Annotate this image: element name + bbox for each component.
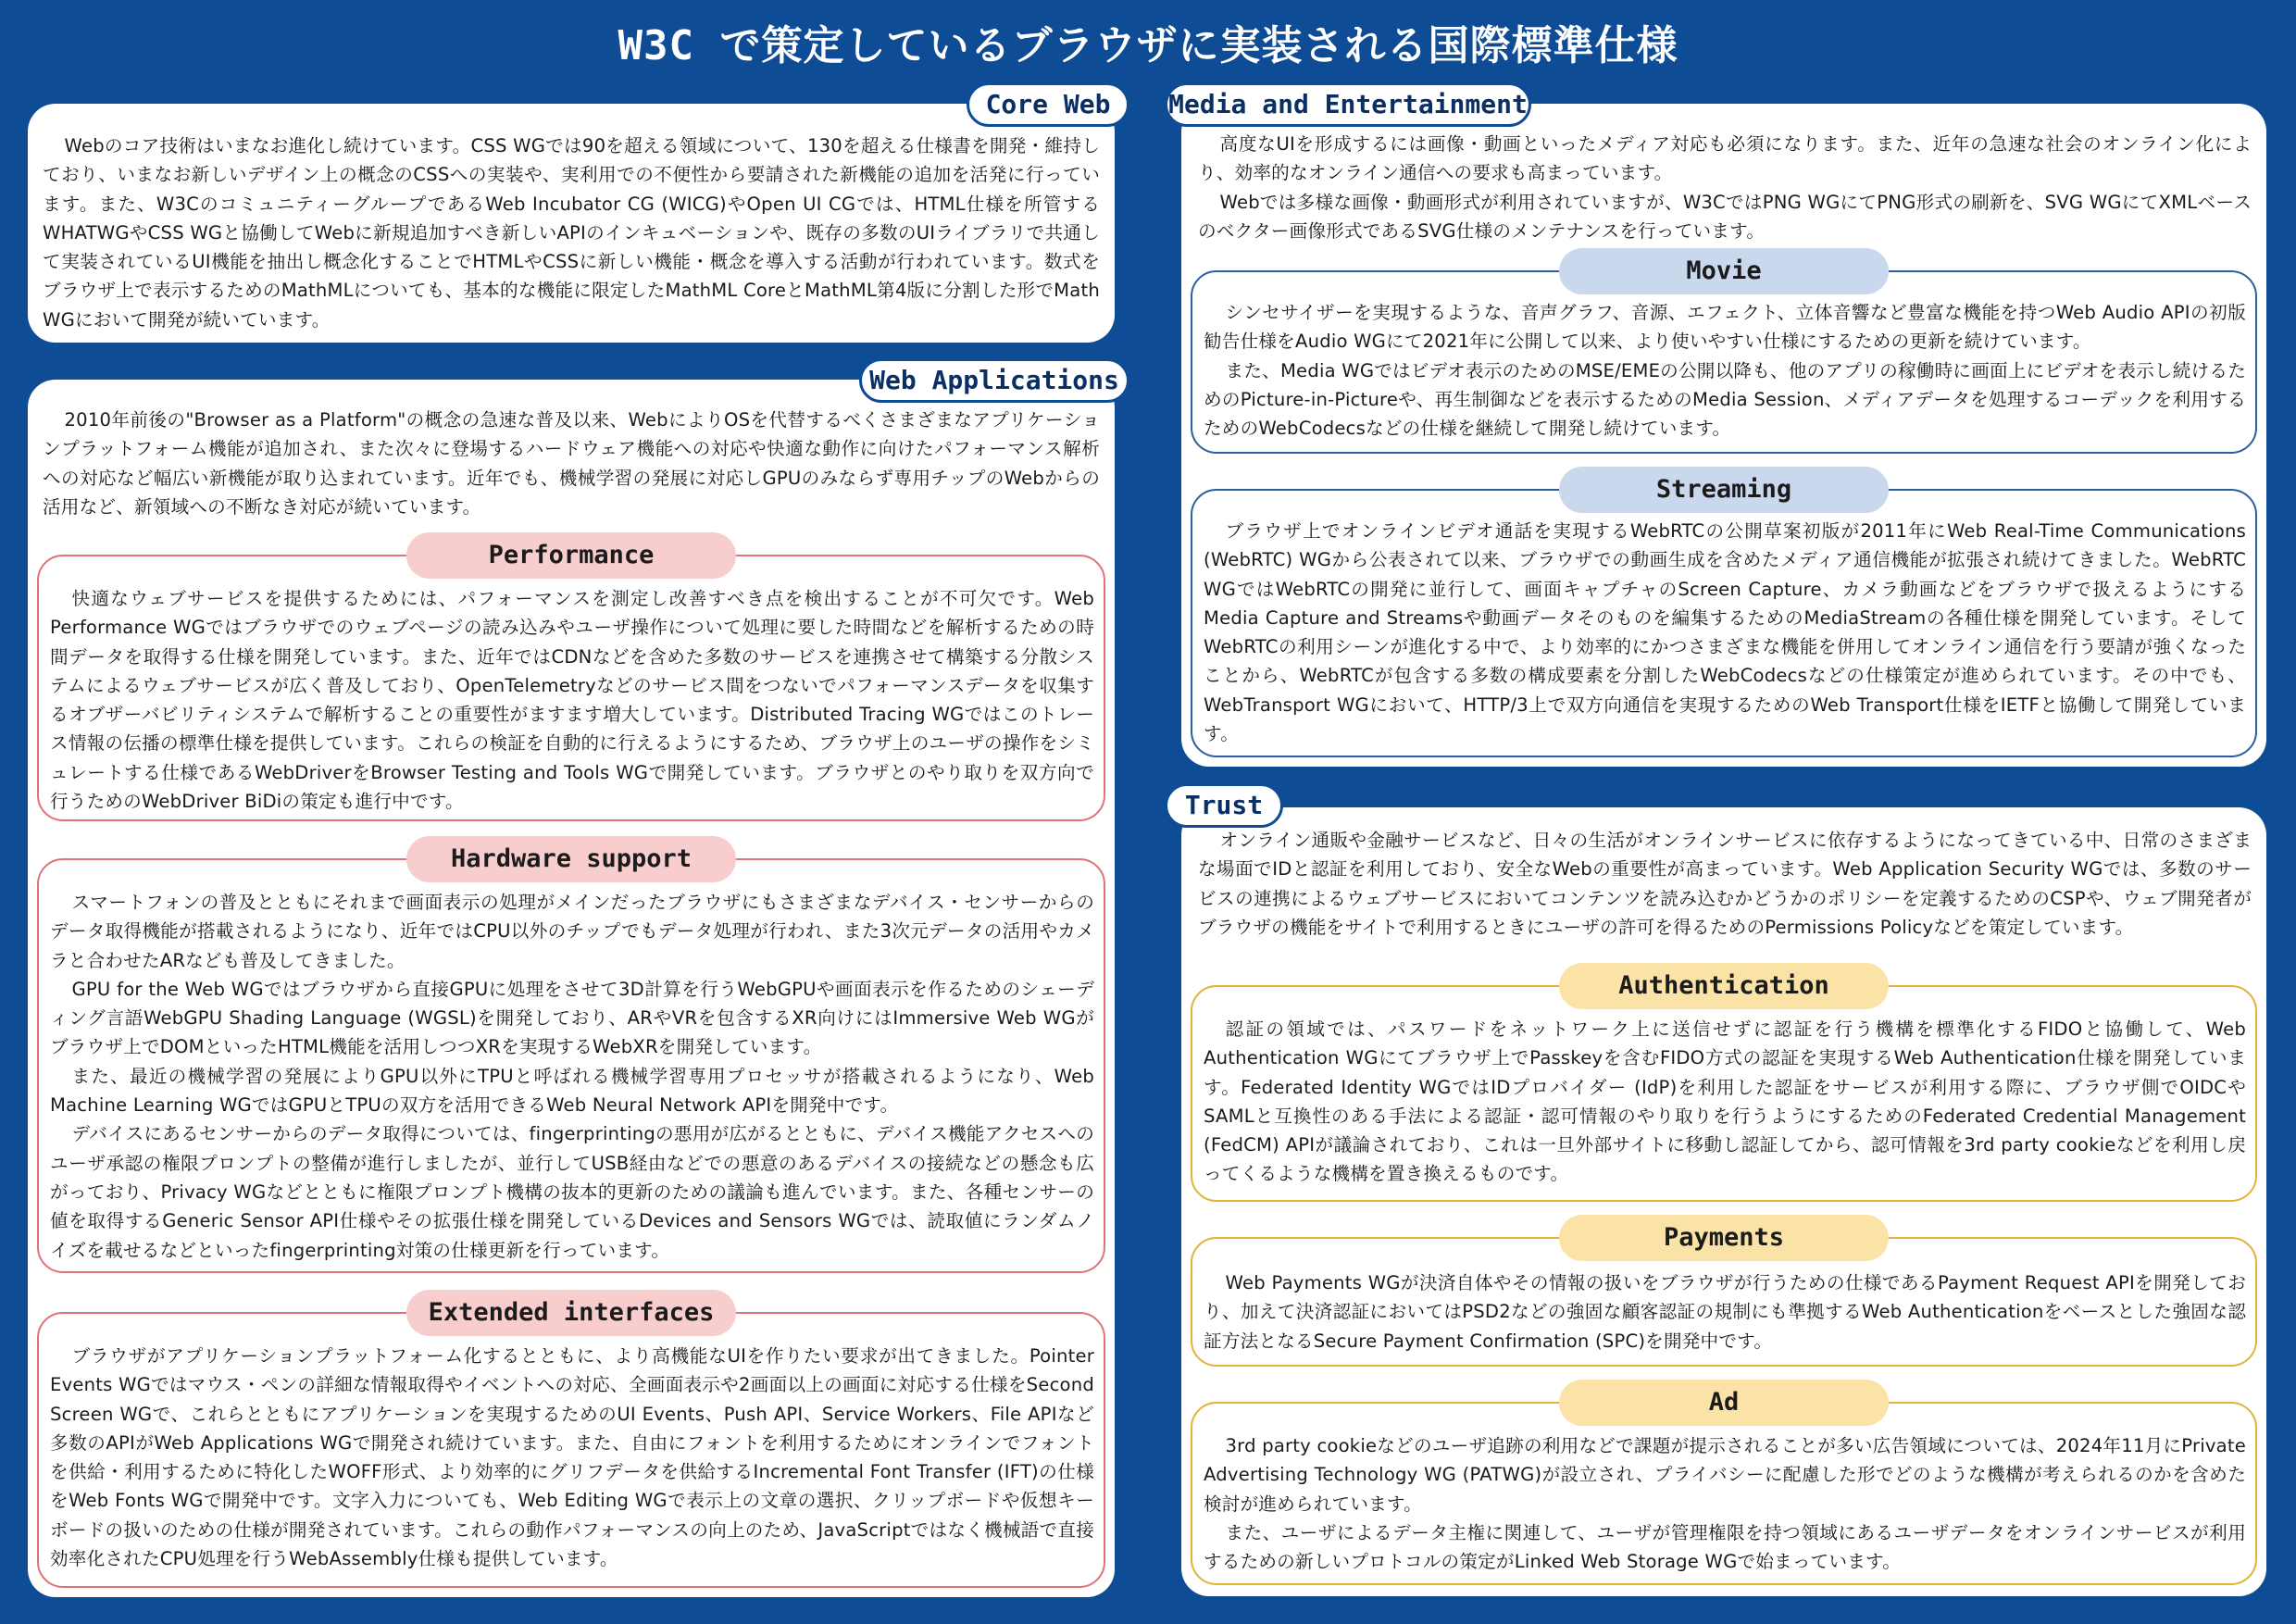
hardware-support-box xyxy=(37,844,1105,1273)
web-applications-heading: Web Applications xyxy=(859,358,1129,403)
extended-interfaces-box xyxy=(37,1298,1105,1588)
ad-text-2: また、ユーザによるデータ主権に関連して、ユーザが管理権限を持つ領域にあるユーザデータをオンラインサービスが利用するための新しいプロトコルの策定がLinked Web Storage WGで始まっています。 xyxy=(1204,1521,2246,1573)
payments-heading: Payments xyxy=(1559,1215,1889,1261)
trust-heading: Trust xyxy=(1165,783,1283,828)
web-applications-panel xyxy=(28,380,1115,1597)
media-heading: Media and Entertainment xyxy=(1165,82,1531,127)
authentication-heading: Authentication xyxy=(1559,963,1889,1009)
performance-heading: Performance xyxy=(406,532,736,579)
web-applications-text: 2010年前後の"Browser as a Platform"の概念の急速な普及以来、WebによりOSを代替するべくさまざまなアプリケーションプラットフォーム機能が追加され、また次々に登場するハードウェア機能への対応や快適な動作に向けたパフォーマンス解析への対応など幅広い新機能が取り込まれています。近年でも、機械学習の発展に対応しGPUのみならず専用チップのWebからの活用など、新領域への不断なき対応が続いています。 xyxy=(43,409,1100,518)
hardware-text-2: GPU for the Web WGではブラウザから直接GPUに処理をさせて3D計算を行うWebGPUや画面表示を作るためのシェーディング言語WebGPU Shading Language (WGSL)を開発しており、ARやVRを包含するXR向けにはImmersive Web WGがブラウザ上でDOMといったHTML機能を活用しつつXRを実現するWebXRを開発しています。 xyxy=(50,978,1094,1058)
trust-text: オンライン通販や金融サービスなど、日々の生活がオンラインサービスに依存するようになってきている中、日常のさまざまな場面でIDと認証を利用しており、安全なWebの重要性が高まっています。Web Application Security WGでは、多数のサービスの連携によるウェブサービスにおいてコンテンツを読み込むかどうかのポリシーを定義するためのCSPや、ウェブ開発者がブラウザの機能をサイトで利用するときにユーザの許可を得るためのPermissions Policyなどを策定しています。 xyxy=(1198,830,2252,938)
streaming-box xyxy=(1191,475,2257,757)
payments-text: Web Payments WGが決済自体やその情報の扱いをブラウザが行うための仕様であるPayment Request APIを開発しており、加えて決済認証においてはPSD2などの強固な顧客認証の規制にも準拠するWeb Authenticationをベースとした強固な認証方法となるSecure Payment Confirmation (SPC)を開発中です。 xyxy=(1204,1272,2246,1352)
payments-box xyxy=(1191,1223,2257,1367)
movie-text-1: シンセサイザーを実現するような、音声グラフ、音源、エフェクト、立体音響など豊富な機能を持つWeb Audio APIの初版勧告仕様をAudio WGにて2021年に公開して以来、より使いやすい仕様にするための更新を続けています。 xyxy=(1204,302,2246,353)
hardware-text-1: スマートフォンの普及とともにそれまで画面表示の処理がメインだったブラウザにもさまざまなデバイス・センサーからのデータ取得機能が搭載されるようになり、近年ではCPU以外のチップでもデータ処理が行われ、また3次元データの活用やカメラと合わせたARなども普及してきました。 xyxy=(50,892,1094,971)
extended-interfaces-text: ブラウザがアプリケーションプラットフォーム化するとともに、より高機能なUIを作りたい要求が出てきました。Pointer Events WGではマウス・ペンの詳細な情報取得やイベントへの対応、全画面表示や2画面以上の画面に対応する仕様をSecond Screen WGで、これらとともにアプリケーションを実現するためのUI Events、Push API、Service Workers、File APIなど多数のAPIがWeb Applications WGで開発され続けています。また、自由にフォントを利用するためにオンラインでフォントを供給・利用するために特化したWOFF形式、より効率的にグリフデータを供給するIncremental Font Transfer (IFT)の仕様をWeb Fonts WGで開発中です。文字入力についても、Web Editing WGで表示上の文章の選択、クリップボードや仮想キーボードの扱いのための仕様が開発されています。これらの動作パフォーマンスの向上のため、JavaScriptではなく機械語で直接効率化されたCPU処理を行うWebAssembly仕様も提供しています。 xyxy=(50,1345,1094,1570)
ad-heading: Ad xyxy=(1559,1380,1889,1426)
authentication-text: 認証の領域では、パスワードをネットワーク上に送信せずに認証を行う機構を標準化するFIDOと協働して、Web Authentication WGにてブラウザ上でPasskeyを含むFIDO方式の認証を実現するWeb Authentication仕様を開発しています。Federated Identity WGではIDプロバイダー (IdP)を利用した認証をサービスが利用する際に、ブラウザ側でOIDCやSAMLと互換性のある手法による認証・認可情報のやり取りを行うようにするためのFederated Credential Management (FedCM) APIが議論されており、これは一旦外部サイトに移動し認証してから、認可情報を3rd party cookieなどを利用し戻ってくるような機構を置き換えるものです。 xyxy=(1204,1018,2246,1185)
ad-text-1: 3rd party cookieなどのユーザ追跡の利用などで課題が提示されることが多い広告領域については、2024年11月にPrivate Advertising Technology WG (PATWG)が設立され、プライバシーに配慮した形でどのような機構が考えられるのかを含めた検討が進められています。 xyxy=(1204,1435,2246,1515)
ad-box xyxy=(1191,1388,2257,1585)
trust-panel xyxy=(1181,807,2266,1596)
core-web-text: Webのコア技術はいまなお進化し続けています。CSS WGでは90を超える領域について、130を超える仕様書を開発・維持しており、いまなお新しいデザイン上の概念のCSSへの実装や、実利用での不便性から要請された新機能の追加を活発に行っています。また、W3CのコミュニティーグループであるWeb Incubator CG (WICG)やOpen UI CGでは、HTML仕様を所管するWHATWGやCSS WGと協働してWebに新規追加すべき新しいAPIのインキュベーションや、既存の多数のUIライブラリで共通して実装されているUI機能を抽出し概念化することでHTMLやCSSに新しい機能・概念を導入する活動が行われています。数式をブラウザ上で表示するためのMathMLについても、基本的な機能に限定したMathML CoreとMathML第4版に分割した形でMath WGにおいて開発が続いています。 xyxy=(43,135,1100,331)
media-panel xyxy=(1181,104,2266,767)
core-web-heading: Core Web xyxy=(967,82,1129,127)
performance-box xyxy=(37,541,1105,821)
streaming-heading: Streaming xyxy=(1559,467,1889,513)
hardware-text-3: また、最近の機械学習の発展によりGPU以外にTPUと呼ばれる機械学習専用プロセッサが搭載されるようになり、Web Machine Learning WGではGPUとTPUの双方を活用できるWeb Neural Network APIを開発中です。 xyxy=(50,1065,1094,1117)
media-text-2: Webでは多様な画像・動画形式が利用されていますが、W3CではPNG WGにてPNG形式の刷新を、SVG WGにてXMLベースのベクター画像形式であるSVG仕様のメンテナンスを行っています。 xyxy=(1198,191,2252,242)
core-web-panel xyxy=(28,104,1115,343)
authentication-box xyxy=(1191,971,2257,1202)
hardware-text-4: デバイスにあるセンサーからのデータ取得については、fingerprintingの悪用が広がるとともに、デバイス機能アクセスへのユーザ承認の権限プロンプトの整備が進行しましたが、並行してUSB経由などでの悪意のあるデバイスの接続などの懸念も広がっており、Privacy WGなどとともに権限プロンプト機構の抜本的更新のための議論も進んでいます。また、各種センサーの値を取得するGeneric Sensor API仕様やその拡張仕様を開発しているDevices and Sensors WGでは、読取値にランダムノイズを載せるなどといったfingerprinting対策の仕様更新を行っています。 xyxy=(50,1123,1094,1261)
media-text-1: 高度なUIを形成するには画像・動画といったメディア対応も必須になります。また、近年の急速な社会のオンライン化により、効率的なオンライン通信への要求も高まっています。 xyxy=(1198,133,2252,184)
movie-text-2: また、Media WGではビデオ表示のためのMSE/EMEの公開以降も、他のアプリの稼働時に画面上にビデオを表示し続けるためのPicture-in-Pictureや、再生制御などを表示するためのMedia Session、メディアデータを処理するコーデックを利用するためのWebCodecsなどの仕様を継続して開発し続けています。 xyxy=(1204,359,2246,440)
performance-text: 快適なウェブサービスを提供するためには、パフォーマンスを測定し改善すべき点を検出することが不可欠です。Web Performance WGではブラウザでのウェブページの読み込みやユーザ操作について処理に要した時間などを解析するための時間データを取得する仕様を開発しています。また、近年ではCDNなどを含めた多数のサービスを連携させて構築する分散システムによるウェブサービスが広く普及しており、OpenTelemetryなどのサービス間をつないでパフォーマンスデータを収集するオブザーバビリティシステムで解析することの重要性がますます増大しています。Distributed Tracing WGではこのトレース情報の伝播の標準仕様を提供しています。これらの検証を自動的に行えるようにするため、ブラウザ上のユーザの操作をシミュレートする仕様であるWebDriverをBrowser Testing and Tools WGで開発しています。ブラウザとのやり取りを双方向で行うためのWebDriver BiDiの策定も進行中です。 xyxy=(50,588,1094,813)
hardware-support-heading: Hardware support xyxy=(406,836,736,882)
page-title: W3C で策定しているブラウザに実装される国際標準仕様 xyxy=(618,22,1678,69)
movie-heading: Movie xyxy=(1559,248,1889,294)
extended-interfaces-heading: Extended interfaces xyxy=(406,1290,736,1336)
movie-box xyxy=(1191,256,2257,454)
streaming-text: ブラウザ上でオンラインビデオ通話を実現するWebRTCの公開草案初版が2011年にWeb Real-Time Communications (WebRTC) WGから公表されて以来、ブラウザでの動画生成を含めたメディア通信機能が拡張され続けてきました。WebRTC WGではWebRTCの開発に並行して、画面キャプチャのScreen Capture、カメラ動画などをブラウザで扱えるようにするMedia Capture and Streamsや動画データそのものを編集するためのMediaStreamの各種仕様を開発しています。そしてWebRTCの利用シーンが進化する中で、より効率的にかつさまざまな機能を併用してオンライン通信を行う要請が強くなったことから、WebRTCが包含する多数の構成要素を分割したWebCodecsなどの仕様策定が進められています。その中でも、WebTransport WGにおいて、HTTP/3上で双方向通信を実現するためのWeb Transport仕様をIETFと協働して開発しています。 xyxy=(1204,520,2246,745)
